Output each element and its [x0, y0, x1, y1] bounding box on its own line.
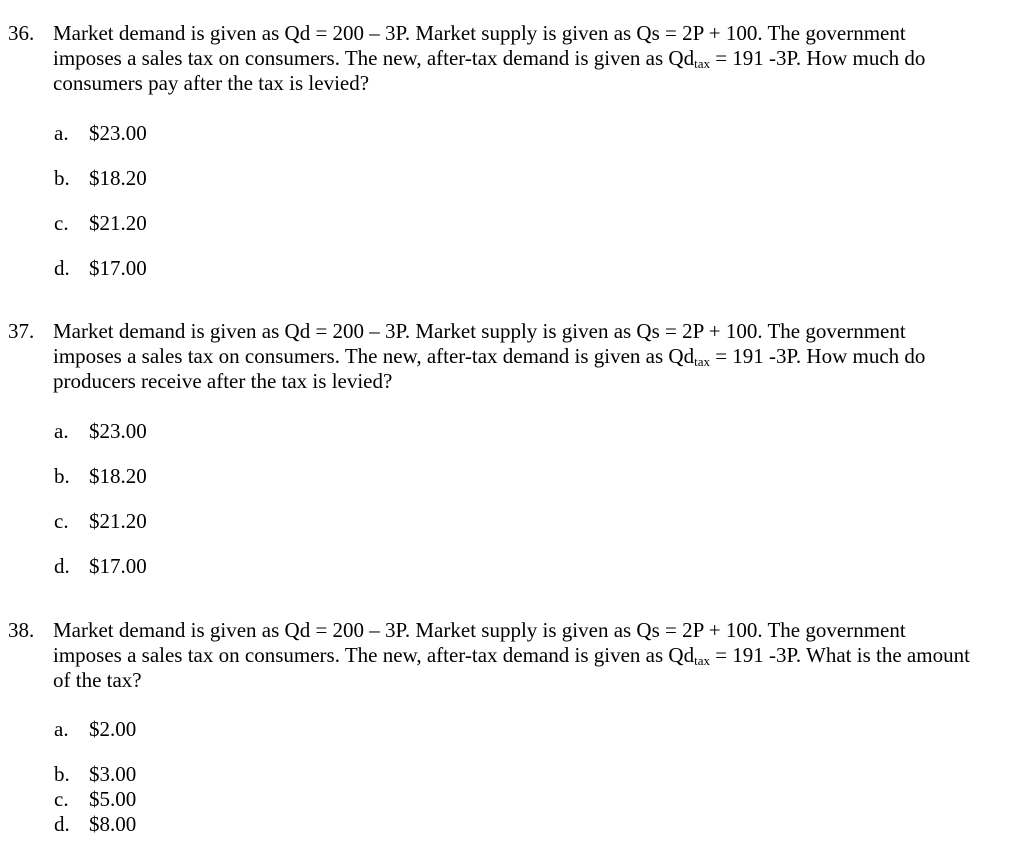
option-letter: c.	[54, 787, 69, 811]
option-value: $23.00	[89, 419, 147, 443]
option-value: $23.00	[89, 121, 147, 145]
option-letter: c.	[54, 211, 69, 235]
stem-text: = 191 -3P. What is the amount	[709, 643, 970, 667]
option-letter: b.	[54, 464, 70, 488]
stem-text: Market demand is given as Qd = 200 – 3P. Market supply is given as Qs = 2P + 100. The government	[53, 618, 906, 642]
option-letter: d.	[54, 256, 70, 280]
stem-text: imposes a sales tax on consumers. The new, after-tax demand is given as Qd	[53, 344, 695, 368]
subscript-tax: tax	[694, 354, 710, 369]
stem-text: = 191 -3P. How much do	[709, 344, 926, 368]
question-stem	[53, 21, 1021, 96]
option-letter: b.	[54, 166, 70, 190]
option-value: $18.20	[89, 464, 147, 488]
stem-text: Market demand is given as Qd = 200 – 3P. Market supply is given as Qs = 2P + 100. The government	[53, 319, 906, 343]
option-letter: b.	[54, 762, 70, 786]
option-value: $18.20	[89, 166, 147, 190]
stem-line	[53, 71, 1021, 96]
question-stem	[53, 618, 1021, 693]
option-value: $21.20	[89, 509, 147, 533]
subscript-tax: tax	[694, 56, 710, 71]
option-letter: a.	[54, 121, 69, 145]
stem-line	[53, 668, 1021, 693]
option-value: $8.00	[89, 812, 137, 836]
option-letter: d.	[54, 812, 70, 836]
option-letter: c.	[54, 509, 69, 533]
option-value: $2.00	[89, 717, 137, 741]
question-stem	[53, 319, 1021, 394]
question-number: 38.	[8, 618, 35, 642]
stem-text: producers receive after the tax is levied?	[53, 369, 393, 393]
stem-line	[53, 21, 1021, 46]
stem-line	[53, 618, 1021, 643]
option-value: $17.00	[89, 256, 147, 280]
stem-line	[53, 369, 1021, 394]
stem-line	[53, 319, 1021, 344]
subscript-tax: tax	[694, 653, 710, 668]
stem-line	[53, 643, 1021, 668]
stem-line	[53, 344, 1021, 369]
stem-text: Market demand is given as Qd = 200 – 3P. Market supply is given as Qs = 2P + 100. The government	[53, 21, 906, 45]
option-value: $17.00	[89, 554, 147, 578]
question-number: 36.	[8, 21, 35, 45]
stem-text: of the tax?	[53, 668, 142, 692]
stem-text: consumers pay after the tax is levied?	[53, 71, 370, 95]
option-value: $21.20	[89, 211, 147, 235]
stem-text: imposes a sales tax on consumers. The new, after-tax demand is given as Qd	[53, 643, 695, 667]
option-value: $5.00	[89, 787, 137, 811]
question-number: 37.	[8, 319, 35, 343]
option-value: $3.00	[89, 762, 137, 786]
stem-text: = 191 -3P. How much do	[709, 46, 926, 70]
option-letter: a.	[54, 419, 69, 443]
stem-text: imposes a sales tax on consumers. The new, after-tax demand is given as Qd	[53, 46, 695, 70]
option-letter: d.	[54, 554, 70, 578]
stem-line	[53, 46, 1021, 71]
option-letter: a.	[54, 717, 69, 741]
